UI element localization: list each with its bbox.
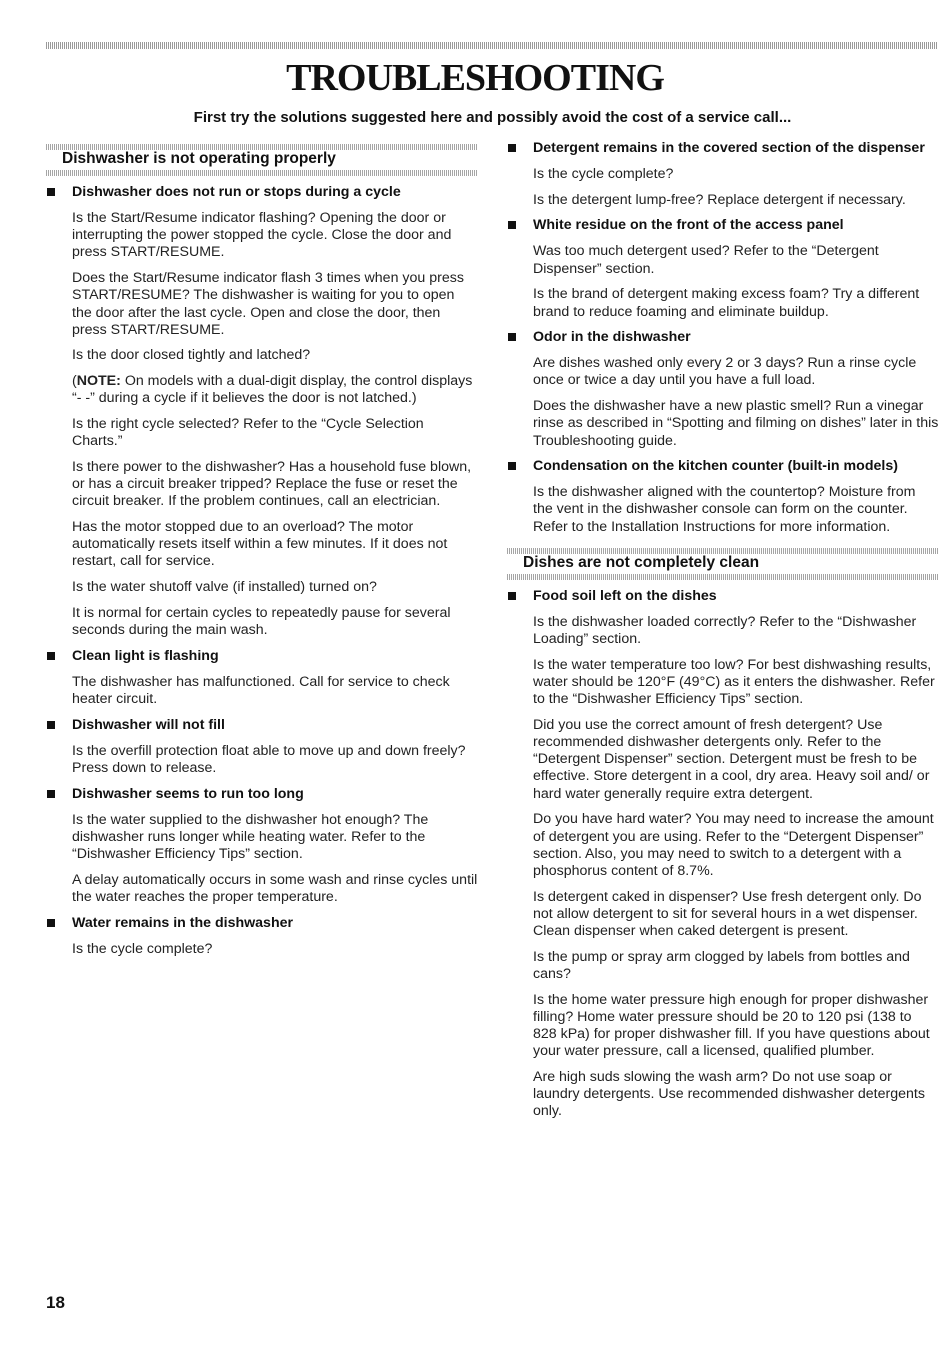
right-column <box>507 140 939 1129</box>
item-paragraph: Are dishes washed only every 2 or 3 days? Run a rinse cycle once or twice a day until you have a full load. <box>533 355 917 389</box>
item-paragraph: Are high suds slowing the wash arm? Do not use soap or laundry detergents. Use recommended dishwasher detergents only. <box>533 1069 925 1120</box>
item-paragraph: Do you have hard water? You may need to increase the amount of detergent you are using. Refer to the “Detergent Dispenser” section. Also, you may need to switch to a detergent with a phosphorus content of 8.7%. <box>533 811 934 879</box>
item-paragraph: Was too much detergent used? Refer to the “Detergent Dispenser” section. <box>533 243 879 277</box>
trouble-item-white-residue <box>507 217 939 320</box>
item-paragraph: Is the right cycle selected? Refer to the “Cycle Selection Charts.” <box>72 416 424 450</box>
item-title <box>507 458 939 475</box>
page-number: 18 <box>46 1293 65 1312</box>
bullet-icon <box>47 188 55 196</box>
item-title-text: Food soil left on the dishes <box>533 587 717 604</box>
item-title <box>46 915 478 932</box>
item-paragraph: Is the brand of detergent making excess foam? Try a different brand to reduce foaming and eliminate buildup. <box>533 286 920 320</box>
item-title-text: Water remains in the dishwasher <box>72 914 294 931</box>
bullet-icon <box>508 333 516 341</box>
bullet-icon <box>508 144 516 152</box>
top-divider-rule <box>46 42 938 49</box>
item-paragraph: A delay automatically occurs in some wash and rinse cycles until the water reaches the proper temperature. <box>72 871 478 905</box>
item-paragraph: Is the door closed tightly and latched? <box>72 347 311 364</box>
item-paragraph: Is the home water pressure high enough for proper dishwasher filling? Home water pressure should be 20 to 120 psi (138 to 828 kPa) for proper dishwasher fill. If you have questions about your water pressure, call a licensed, qualified plumber. <box>533 991 930 1060</box>
item-paragraph: Is there power to the dishwasher? Has a household fuse blown, or has a circuit breaker tripped? Replace the fuse or reset the circuit breaker. If the problem continues, call an electrician. <box>72 458 472 510</box>
item-title <box>507 140 939 157</box>
item-title <box>46 786 478 803</box>
note-label: NOTE: <box>76 373 121 390</box>
left-column <box>46 140 478 966</box>
item-paragraph: Is the detergent lump-free? Replace detergent if necessary. <box>533 191 906 208</box>
item-title <box>507 588 939 605</box>
item-title-text: Condensation on the kitchen counter (built-in models) <box>533 458 898 475</box>
item-paragraph: Does the dishwasher have a new plastic smell? Run a vinegar rinse as described in “Spotting and filming on dishes” later in this Troubleshooting guide. <box>533 398 939 449</box>
trouble-item-condensation <box>507 458 939 536</box>
item-title-text: Clean light is flashing <box>72 647 219 664</box>
item-paragraph: Is the cycle complete? <box>72 940 213 957</box>
item-paragraph: Is the water temperature too low? For best dishwashing results, water should be 120°F (49°C) as it enters the dishwasher. Refer to the “Dishwasher Efficiency Tips” section. <box>533 656 935 708</box>
item-paragraph: Did you use the correct amount of fresh detergent? Use recommended dishwasher detergents only. Refer to the “Detergent Dispenser” section. Detergent must be fresh to be effective. Store detergent in a cool, dry area. Heavy soil and/ or hard water generally require extra detergent. <box>533 716 930 802</box>
trouble-item-does-not-run <box>46 184 478 639</box>
trouble-item-clean-light <box>46 648 478 708</box>
item-title <box>507 329 939 346</box>
note-paragraph <box>46 373 478 407</box>
item-paragraph: Is the dishwasher aligned with the countertop? Moisture from the vent in the dishwasher console can form on the counter. Refer to the Installation Instructions for more information. <box>533 484 916 535</box>
item-title-text: Detergent remains in the covered section of the dispenser <box>533 140 925 156</box>
item-paragraph: Is the water shutoff valve (if installed) turned on? <box>72 579 377 596</box>
bullet-icon <box>47 790 55 798</box>
item-paragraph: Is the pump or spray arm clogged by labels from bottles and cans? <box>533 948 910 982</box>
item-paragraph: Is the cycle complete? <box>533 166 674 182</box>
trouble-item-water-remains <box>46 915 478 958</box>
item-title <box>46 184 478 201</box>
bullet-icon <box>508 221 516 229</box>
trouble-item-runs-too-long <box>46 786 478 907</box>
item-title-text: Dishwasher seems to run too long <box>72 785 304 802</box>
trouble-item-will-not-fill <box>46 717 478 777</box>
item-paragraph: Is the overfill protection float able to move up and down freely? Press down to release. <box>72 742 466 776</box>
page-subtitle: First try the solutions suggested here and possibly avoid the cost of a service call... <box>193 109 792 126</box>
item-title-text: Dishwasher does not run or stops during a cycle <box>72 184 401 200</box>
bullet-icon <box>47 721 55 729</box>
item-paragraph: Has the motor stopped due to an overload? The motor automatically resets itself within a few minutes. If it does not restart, call for service. <box>72 519 448 570</box>
item-paragraph: Is the dishwasher loaded correctly? Refer to the “Dishwasher Loading” section. <box>533 613 917 648</box>
trouble-item-food-soil <box>507 588 939 1121</box>
item-title <box>46 648 478 665</box>
item-title-text: White residue on the front of the access panel <box>533 217 844 234</box>
bullet-icon <box>47 652 55 660</box>
item-paragraph: Is the Start/Resume indicator flashing? Opening the door or interrupting the power stopped the cycle. Close the door and press START/RESUME. <box>72 210 452 261</box>
item-paragraph: Is the water supplied to the dishwasher hot enough? The dishwasher runs longer while heating water. Refer to the “Dishwasher Efficiency Tips” section. <box>72 811 429 862</box>
bullet-icon <box>508 462 516 470</box>
item-title-text: Dishwasher will not fill <box>72 716 225 733</box>
page-title: TROUBLESHOOTING <box>286 57 664 99</box>
trouble-item-detergent-remains <box>507 140 939 209</box>
item-title-text: Odor in the dishwasher <box>533 329 691 346</box>
item-paragraph: It is normal for certain cycles to repeatedly pause for several seconds during the main wash. <box>72 604 451 639</box>
item-title <box>46 717 478 734</box>
item-title <box>507 217 939 234</box>
item-paragraph: Is detergent caked in dispenser? Use fresh detergent only. Do not allow detergent to sit for several hours in a wet dispenser. Clean dispenser when caked detergent is present. <box>533 888 922 940</box>
note-open-paren: ( <box>72 373 77 390</box>
trouble-item-odor <box>507 329 939 450</box>
item-paragraph: The dishwasher has malfunctioned. Call for service to check heater circuit. <box>72 673 450 707</box>
item-paragraph: Does the Start/Resume indicator flash 3 times when you press START/RESUME? The dishwasher is waiting for you to open the door after the last cycle. Open and close the door, then press START/RESUME. <box>72 270 464 338</box>
section-header-not-clean: Dishes are not completely clean <box>507 548 939 578</box>
note-text: On models with a dual-digit display, the control displays “- -” during a cycle if it believes the door is not latched.) <box>72 373 473 407</box>
bullet-icon <box>47 919 55 927</box>
section-header-not-operating: Dishwasher is not operating properly <box>46 144 478 174</box>
bullet-icon <box>508 592 516 600</box>
